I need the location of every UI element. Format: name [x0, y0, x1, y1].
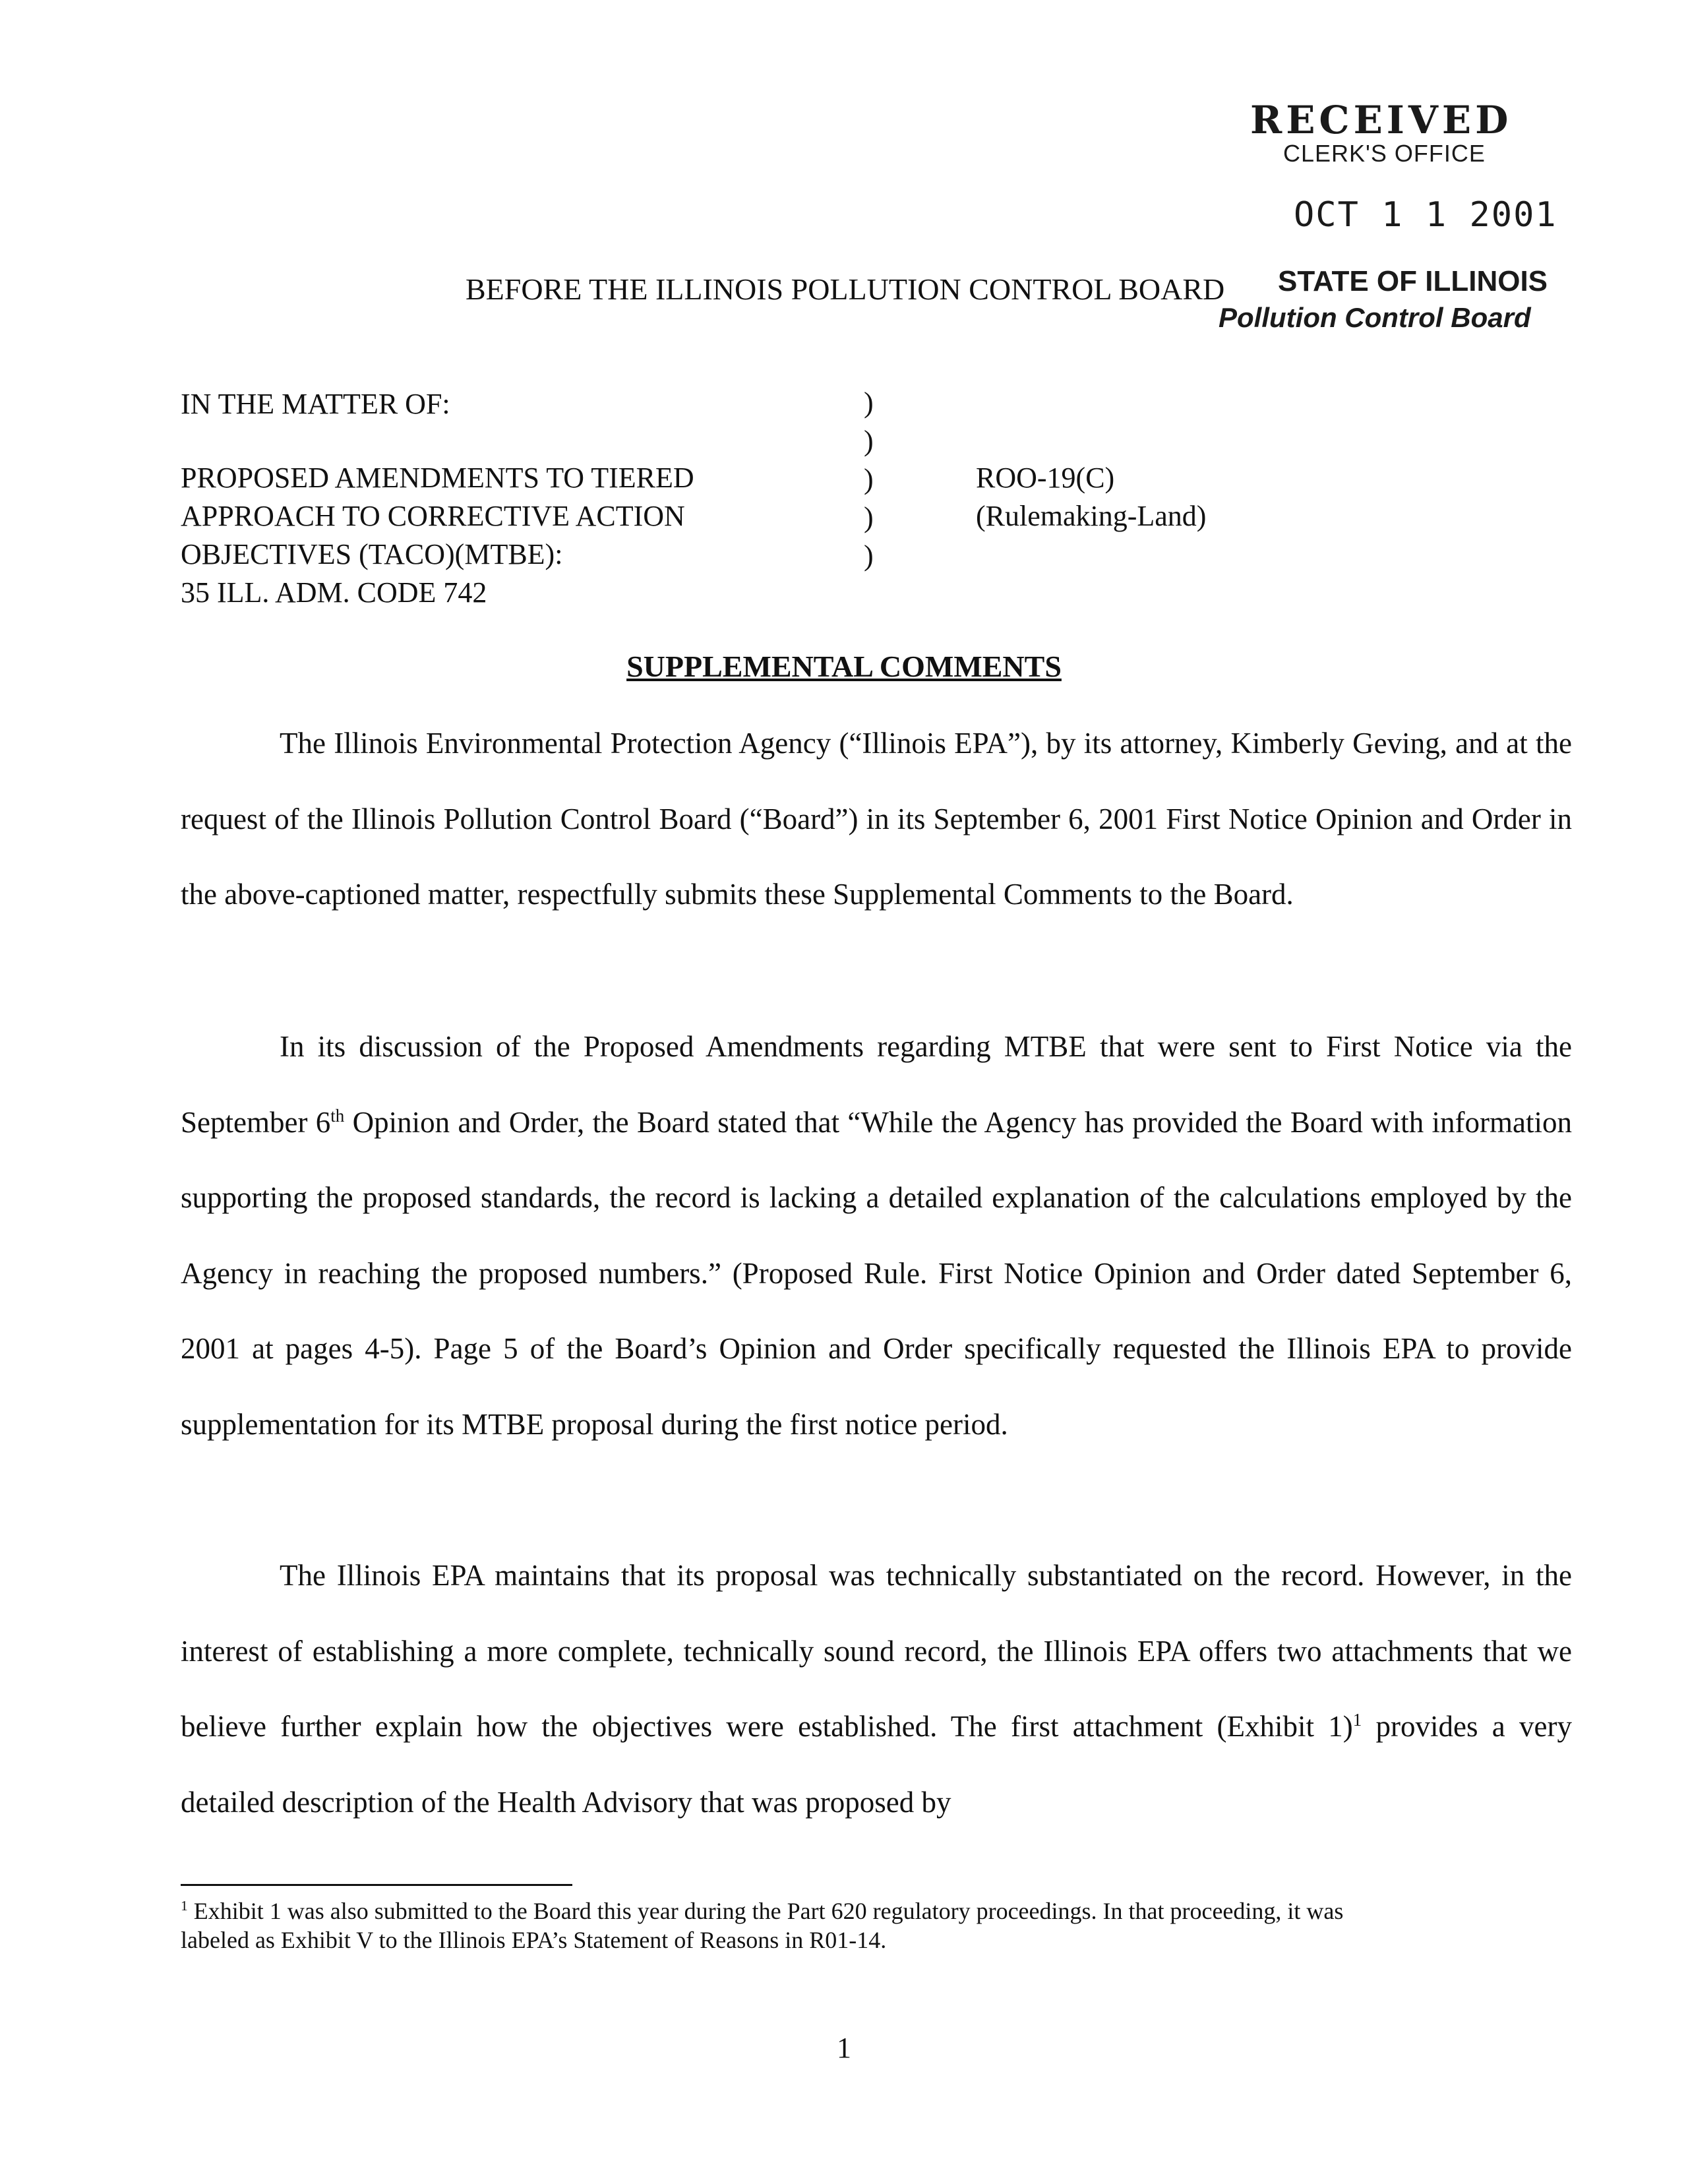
- footnote-marker: 1: [181, 1898, 188, 1914]
- proposal-line: PROPOSED AMENDMENTS TO TIERED: [181, 462, 694, 494]
- page-number: 1: [837, 2032, 851, 2064]
- received-stamp: RECEIVED: [1250, 98, 1513, 142]
- footnote-divider: [181, 1884, 572, 1886]
- ordinal-suffix: th: [330, 1105, 345, 1126]
- proposal-line: 35 ILL. ADM. CODE 742: [181, 576, 487, 609]
- paragraph-2-text: [181, 1009, 1572, 1462]
- paragraph-3-part-a: The Illinois EPA maintains that its proposal was technically substantiated on the record. However, in the interest of establishing a more complete, technically sound record, the Illinois EPA offers two attachments that we believe further explain how the objectives were established. The first attachment (Exhibit 1): [181, 1559, 1572, 1743]
- parenthesis: ): [864, 501, 874, 533]
- received-date-stamp: OCT 1 1 2001: [1294, 195, 1557, 235]
- paragraph-1: [181, 706, 1572, 932]
- paragraph-3: [181, 1538, 1572, 1840]
- matter-label: IN THE MATTER OF:: [181, 388, 450, 420]
- paragraph-2: [181, 1009, 1572, 1462]
- proposal-line: APPROACH TO CORRECTIVE ACTION: [181, 500, 685, 532]
- docket-type: (Rulemaking-Land): [976, 500, 1207, 532]
- document-heading: SUPPLEMENTAL COMMENTS: [626, 650, 1062, 683]
- footnote-reference: 1: [1352, 1710, 1362, 1730]
- parenthesis: ): [864, 463, 874, 495]
- paragraph-3-text: [181, 1538, 1572, 1840]
- paragraph-2-part-a: In its discussion of the Proposed Amendments regarding MTBE that were sent to First Notice via the September 6: [181, 1030, 1572, 1139]
- caption-parentheses: [864, 384, 874, 575]
- docket-number: ROO-19(C): [976, 462, 1115, 494]
- footnote-text: Exhibit 1 was also submitted to the Board this year during the Part 620 regulatory proceedings. In that proceeding, it was labeled as Exhibit V to the Illinois EPA’s Statement of Reasons in R01-14.: [181, 1898, 1344, 1953]
- docket-block: [976, 459, 1206, 535]
- paragraph-1-text: The Illinois Environmental Protection Agency (“Illinois EPA”), by its attorney, Kimberly Geving, and at the request of the Illinois Pollution Control Board (“Board”) in its September 6, 2001 First Notice Opinion and Order in the above-captioned matter, respectfully submits these Supplemental Comments to the Board.: [181, 727, 1572, 911]
- paragraph-3-part-b: provides a very detailed description of the Health Advisory that was proposed by: [181, 1710, 1573, 1819]
- before-board-title: BEFORE THE ILLINOIS POLLUTION CONTROL BOARD: [466, 272, 1225, 306]
- proposal-line: OBJECTIVES (TACO)(MTBE):: [181, 538, 563, 570]
- footnote: [181, 1896, 1361, 1955]
- parenthesis: ): [864, 539, 874, 572]
- clerks-office-stamp: CLERK'S OFFICE: [1283, 140, 1486, 167]
- parenthesis: ): [864, 425, 874, 457]
- parenthesis: ): [864, 386, 874, 419]
- state-stamp: STATE OF ILLINOIS: [1278, 265, 1548, 297]
- paragraph-2-part-b: Opinion and Order, the Board stated that “While the Agency has provided the Board with information supporting the proposed standards, the record is lacking a detailed explanation of the calculations employed by the Agency in reaching the proposed numbers.” (Proposed Rule. First Notice Opinion and Order dated September 6, 2001 at pages 4-5). Page 5 of the Board’s Opinion and Order specifically requested the Illinois EPA to provide supplementation for its MTBE proposal during the first notice period.: [181, 1105, 1573, 1441]
- proposal-title: [181, 459, 694, 612]
- board-stamp: Pollution Control Board: [1219, 302, 1531, 333]
